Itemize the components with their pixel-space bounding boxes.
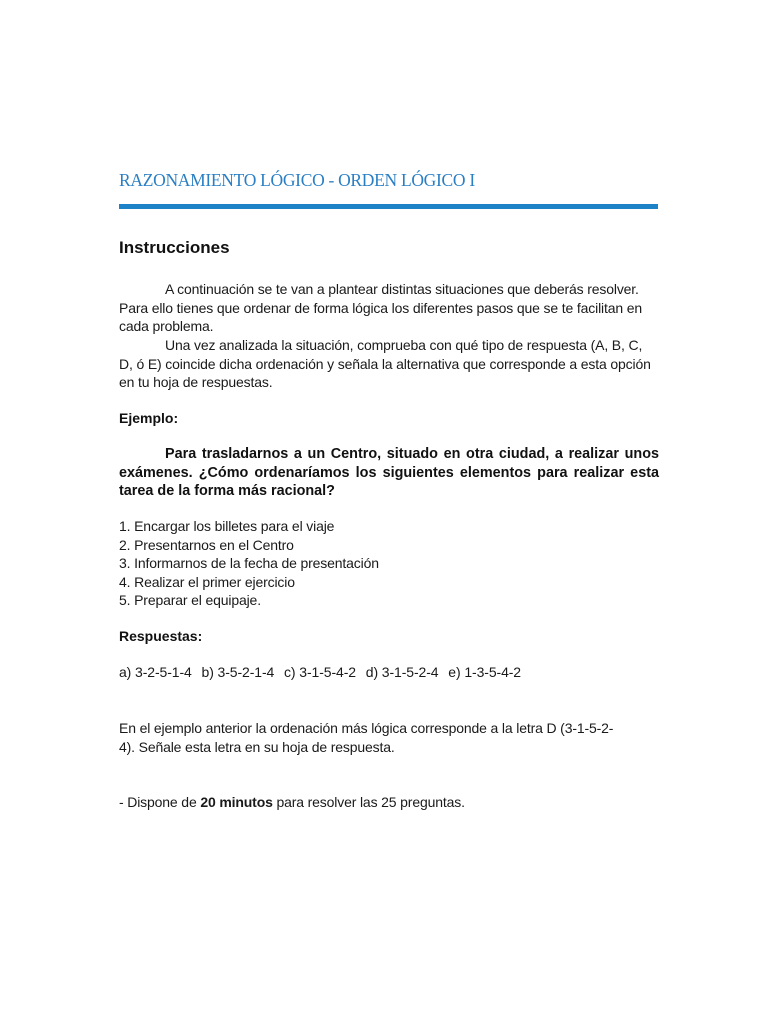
example-steps-list [119, 517, 379, 610]
answer-option-d: d) 3-1-5-2-4 [365, 664, 439, 680]
time-note-duration: 20 minutos [200, 794, 273, 810]
instructions-paragraph-1-text: A continuación se te van a plantear distintas situaciones que deberás resolver. Para ello tienes que ordenar de forma lógica los diferentes pasos que se te facilitan en cada problema. [119, 281, 643, 335]
answers-heading: Respuestas: [119, 628, 203, 644]
instructions-paragraph-1 [119, 280, 659, 336]
instructions-paragraph-2-text: Una vez analizada la situación, comprueba con qué tipo de respuesta (A, B, C, D, ó E) coincide dicha ordenación y señala la alternativa que corresponde a esta opción en tu hoja de respuestas. [119, 337, 651, 391]
explanation-paragraph: En el ejemplo anterior la ordenación más lógica corresponde a la letra D (3-1-5-2-4). Señale esta letra en su hoja de respuesta. [119, 720, 614, 755]
instructions-heading: Instrucciones [119, 238, 230, 257]
list-item: 3. Informarnos de la fecha de presentación [119, 555, 379, 572]
example-question [119, 445, 659, 501]
title-underline-rule [119, 204, 658, 209]
example-question-text: Para trasladarnos a un Centro, situado en otra ciudad, a realizar unos exámenes. ¿Cómo ordenaríamos los siguientes elementos para realizar esta tarea de la forma más racional? [119, 446, 659, 500]
answer-option-e: e) 1-3-5-4-2 [448, 664, 521, 680]
answer-option-c: c) 3-1-5-4-2 [284, 664, 356, 680]
time-note-prefix: - Dispone de [119, 794, 201, 810]
list-item: 5. Preparar el equipaje. [119, 592, 261, 609]
list-item: 2. Presentarnos en el Centro [119, 536, 294, 553]
list-item: 1. Encargar los billetes para el viaje [119, 518, 335, 534]
answer-option-b: b) 3-5-2-1-4 [201, 664, 275, 680]
answer-options [119, 664, 527, 680]
time-note-suffix: para resolver las 25 preguntas. [272, 794, 465, 810]
instructions-paragraph-2 [119, 336, 659, 392]
list-item: 4. Realizar el primer ejercicio [119, 573, 295, 590]
time-note [119, 793, 659, 812]
document-title: RAZONAMIENTO LÓGICO - ORDEN LÓGICO I [119, 170, 475, 190]
answer-option-a: a) 3-2-5-1-4 [119, 664, 192, 680]
example-heading: Ejemplo: [119, 410, 179, 426]
